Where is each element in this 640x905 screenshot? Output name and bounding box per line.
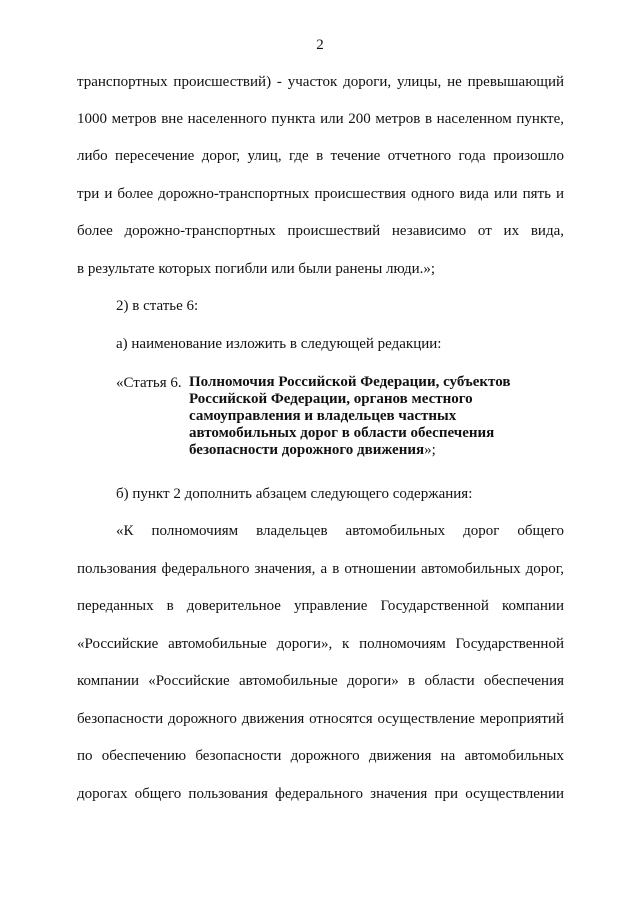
- article-title: [189, 374, 549, 459]
- article-title-text: Полномочия Российской Федерации, субъектов Российской Федерации, органов местного самоуправления и владельцев частных автомобильных дорог в области обеспечения безопасности дорожного движения: [189, 374, 511, 458]
- paragraph-line: транспортных происшествий) - участок дороги, улицы, не превышающий: [77, 74, 564, 90]
- paragraph-line: переданных в доверительное управление Государственной компании: [77, 598, 564, 614]
- subitem-line: б) пункт 2 дополнить абзацем следующего содержания:: [116, 486, 473, 502]
- paragraph-line: «К полномочиям владельцев автомобильных дорог общего: [116, 523, 564, 539]
- paragraph-line: по обеспечению безопасности дорожного движения на автомобильных: [77, 748, 564, 764]
- paragraph-line: безопасности дорожного движения относятся осуществление мероприятий: [77, 711, 564, 727]
- subitem-line: а) наименование изложить в следующей редакции:: [116, 336, 442, 352]
- paragraph-line: «Российские автомобильные дороги», к полномочиям Государственной: [77, 636, 564, 652]
- paragraph-line: пользования федерального значения, а в отношении автомобильных дорог,: [77, 561, 564, 577]
- paragraph-line: три и более дорожно-транспортных происшествия одного вида или пять и: [77, 186, 564, 202]
- list-item-heading: 2) в статье 6:: [116, 298, 199, 314]
- paragraph-line: дорогах общего пользования федерального значения при осуществлении: [77, 786, 564, 802]
- article-label: «Статья 6.: [116, 375, 182, 391]
- paragraph-line: более дорожно-транспортных происшествий независимо от их вида,: [77, 223, 564, 239]
- paragraph-line: компании «Российские автомобильные дороги» в области обеспечения: [77, 673, 564, 689]
- page-number: 2: [316, 37, 324, 53]
- article-title-suffix: »;: [424, 442, 436, 458]
- paragraph-line: 1000 метров вне населенного пункта или 200 метров в населенном пункте,: [77, 111, 564, 127]
- paragraph-line: либо пересечение дорог, улиц, где в течение отчетного года произошло: [77, 148, 564, 164]
- paragraph-line: в результате которых погибли или были ранены люди.»;: [77, 261, 436, 277]
